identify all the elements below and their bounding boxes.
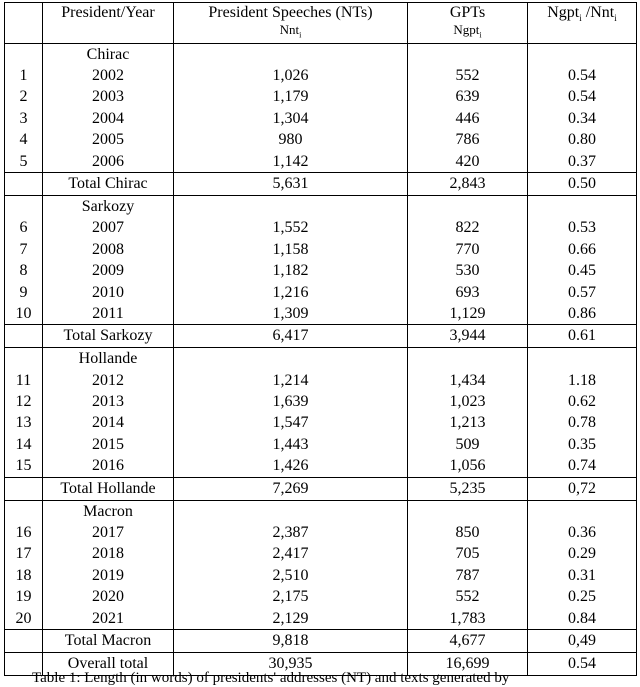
nt-cell [174, 348, 408, 477]
index-value: 15 [15, 457, 32, 475]
gpt-cell [408, 348, 528, 477]
header-ratio: Ngpt$_i$ /Nnt$_i$ [528, 3, 637, 44]
overall-label: Overall total [43, 652, 174, 675]
total-ratio: 0.61 [528, 325, 637, 348]
gpt-value: 693 [455, 283, 480, 301]
nt-cell [174, 195, 408, 324]
ratio-value: 0.34 [568, 109, 596, 127]
nt-value: 1,182 [272, 262, 309, 280]
total-gpt: 2,843 [408, 172, 528, 195]
gpt-value: 1,213 [449, 414, 486, 432]
total-gpt: 5,235 [408, 477, 528, 500]
total-index [5, 629, 43, 652]
gpt-cell [408, 500, 528, 629]
gpt-value: 1,434 [449, 371, 486, 389]
nt-value: 2,387 [272, 524, 309, 542]
ratio-cell [528, 43, 637, 172]
year-cell [43, 43, 174, 172]
overall-gpt: 16,699 [408, 652, 528, 675]
year-cell [43, 195, 174, 324]
total-gpt: 4,677 [408, 629, 528, 652]
nt-value: 1,547 [272, 414, 309, 432]
nt-value: 1,639 [272, 393, 309, 411]
total-nt: 6,417 [174, 325, 408, 348]
ratio-value: 0.78 [568, 414, 596, 432]
year-value: 2012 [92, 371, 124, 389]
president-total-row [5, 477, 637, 500]
year-value: 2011 [92, 304, 124, 322]
nt-value: 2,175 [272, 588, 309, 606]
ratio-value: 0.84 [568, 609, 596, 627]
gpt-value: 1,129 [449, 304, 486, 322]
gpt-value: 1,023 [449, 393, 486, 411]
gpt-value: 786 [455, 131, 480, 149]
ratio-cell [528, 348, 637, 477]
ratio-value: 0.57 [568, 283, 596, 301]
year-cell [43, 348, 174, 477]
header-speeches: President Speeches (NTs) Nnt$_i$ [174, 3, 408, 44]
year-value: 2013 [92, 393, 124, 411]
year-value: 2018 [92, 545, 124, 563]
ratio-value: 0.36 [568, 524, 596, 542]
total-index [5, 325, 43, 348]
table-caption: Table 1: Length (in words) of presidents' addresses (NT) and texts generated by [32, 670, 510, 686]
nt-value: 1,426 [272, 457, 309, 475]
year-value: 2017 [92, 524, 124, 542]
index-value: 7 [19, 240, 28, 258]
year-value: 2015 [92, 435, 124, 453]
gpt-value: 552 [455, 588, 480, 606]
gpt-value: 770 [455, 240, 480, 258]
president-total-row [5, 172, 637, 195]
year-value: 2007 [92, 219, 124, 237]
index-value: 10 [15, 304, 32, 322]
index-value: 9 [19, 283, 28, 301]
nt-value: 2,129 [272, 609, 309, 627]
nt-value: 1,304 [272, 109, 309, 127]
gpt-value: 822 [455, 219, 480, 237]
index-value: 2 [19, 88, 28, 106]
index-value: 4 [19, 131, 28, 149]
gpt-value: 552 [455, 66, 480, 84]
year-value: 2014 [92, 414, 124, 432]
year-value: 2008 [92, 240, 124, 258]
ratio-value: 0.54 [568, 88, 596, 106]
gpt-value: 530 [455, 262, 480, 280]
index-value: 17 [15, 545, 32, 563]
index-cell [5, 348, 43, 477]
total-label: Total Sarkozy [43, 325, 174, 348]
nt-value: 2,417 [272, 545, 309, 563]
total-ratio: 0,49 [528, 629, 637, 652]
index-value: 13 [15, 414, 32, 432]
year-value: 2003 [92, 88, 124, 106]
nt-cell [174, 500, 408, 629]
ratio-cell [528, 195, 637, 324]
header-president-year: President/Year [43, 3, 174, 44]
index-value: 3 [19, 109, 28, 127]
index-value: 1 [19, 66, 28, 84]
total-nt: 5,631 [174, 172, 408, 195]
gpt-value: 1,783 [449, 609, 486, 627]
index-value: 14 [15, 435, 32, 453]
ratio-cell [528, 500, 637, 629]
index-value: 8 [19, 262, 28, 280]
president-group-row [5, 195, 637, 324]
index-value: 18 [15, 566, 32, 584]
president-name: Macron [83, 502, 133, 520]
index-cell [5, 195, 43, 324]
president-name: Hollande [78, 350, 138, 368]
nt-value: 1,216 [272, 283, 309, 301]
nt-value: 980 [278, 131, 303, 149]
gpt-value: 509 [455, 435, 480, 453]
year-value: 2005 [92, 131, 124, 149]
nt-value: 1,026 [272, 66, 309, 84]
ratio-value: 0.66 [568, 240, 596, 258]
total-label: Total Chirac [43, 172, 174, 195]
nt-value: 1,443 [272, 435, 309, 453]
ratio-value: 0.45 [568, 262, 596, 280]
nt-value: 1,142 [272, 152, 309, 170]
ratio-value: 0.80 [568, 131, 596, 149]
index-value: 11 [15, 371, 32, 389]
index-value: 16 [15, 524, 32, 542]
ratio-value: 0.74 [568, 457, 596, 475]
index-value: 5 [19, 152, 28, 170]
gpt-value: 639 [455, 88, 480, 106]
nt-value: 1,552 [272, 219, 309, 237]
nt-cell [174, 43, 408, 172]
gpt-cell [408, 195, 528, 324]
year-value: 2016 [92, 457, 124, 475]
total-label: Total Hollande [43, 477, 174, 500]
index-cell [5, 500, 43, 629]
nt-value: 1,179 [272, 88, 309, 106]
year-value: 2010 [92, 283, 124, 301]
president-group-row [5, 348, 637, 477]
year-value: 2006 [92, 152, 124, 170]
header-index [5, 3, 43, 44]
total-nt: 9,818 [174, 629, 408, 652]
index-value: 6 [19, 219, 28, 237]
ratio-value: 1.18 [568, 371, 596, 389]
ratio-value: 0.35 [568, 435, 596, 453]
ratio-value: 0.62 [568, 393, 596, 411]
president-group-row [5, 43, 637, 172]
ratio-value: 0.53 [568, 219, 596, 237]
president-group-row [5, 500, 637, 629]
speech-statistics-table [4, 2, 637, 676]
ratio-value: 0.86 [568, 304, 596, 322]
year-value: 2002 [92, 66, 124, 84]
year-value: 2020 [92, 588, 124, 606]
gpt-value: 787 [455, 566, 480, 584]
gpt-value: 420 [455, 152, 480, 170]
year-cell [43, 500, 174, 629]
index-value: 12 [15, 393, 32, 411]
header-gpts: GPTs Ngpt$_i$ [408, 3, 528, 44]
gpt-value: 705 [455, 545, 480, 563]
total-ratio: 0.50 [528, 172, 637, 195]
overall-nt: 30,935 [174, 652, 408, 675]
nt-value: 1,214 [272, 371, 309, 389]
president-name: Chirac [86, 45, 130, 63]
year-value: 2021 [92, 609, 124, 627]
index-cell [5, 43, 43, 172]
president-total-row [5, 629, 637, 652]
ratio-value: 0.37 [568, 152, 596, 170]
overall-ratio: 0.54 [528, 652, 637, 675]
ratio-value: 0.54 [568, 66, 596, 84]
ratio-value: 0.31 [568, 566, 596, 584]
index-value: 19 [15, 588, 32, 606]
index-value: 20 [15, 609, 32, 627]
nt-value: 2,510 [272, 566, 309, 584]
gpt-value: 1,056 [449, 457, 486, 475]
gpt-cell [408, 43, 528, 172]
president-name: Sarkozy [81, 197, 135, 215]
total-nt: 7,269 [174, 477, 408, 500]
year-value: 2004 [92, 109, 124, 127]
president-total-row [5, 325, 637, 348]
ratio-value: 0.29 [568, 545, 596, 563]
total-ratio: 0,72 [528, 477, 637, 500]
total-index [5, 172, 43, 195]
gpt-value: 446 [455, 109, 480, 127]
total-label: Total Macron [43, 629, 174, 652]
year-value: 2009 [92, 262, 124, 280]
total-gpt: 3,944 [408, 325, 528, 348]
nt-value: 1,158 [272, 240, 309, 258]
header-row [5, 3, 637, 44]
year-value: 2019 [92, 566, 124, 584]
total-index [5, 477, 43, 500]
ratio-value: 0.25 [568, 588, 596, 606]
gpt-value: 850 [455, 524, 480, 542]
nt-value: 1,309 [272, 304, 309, 322]
